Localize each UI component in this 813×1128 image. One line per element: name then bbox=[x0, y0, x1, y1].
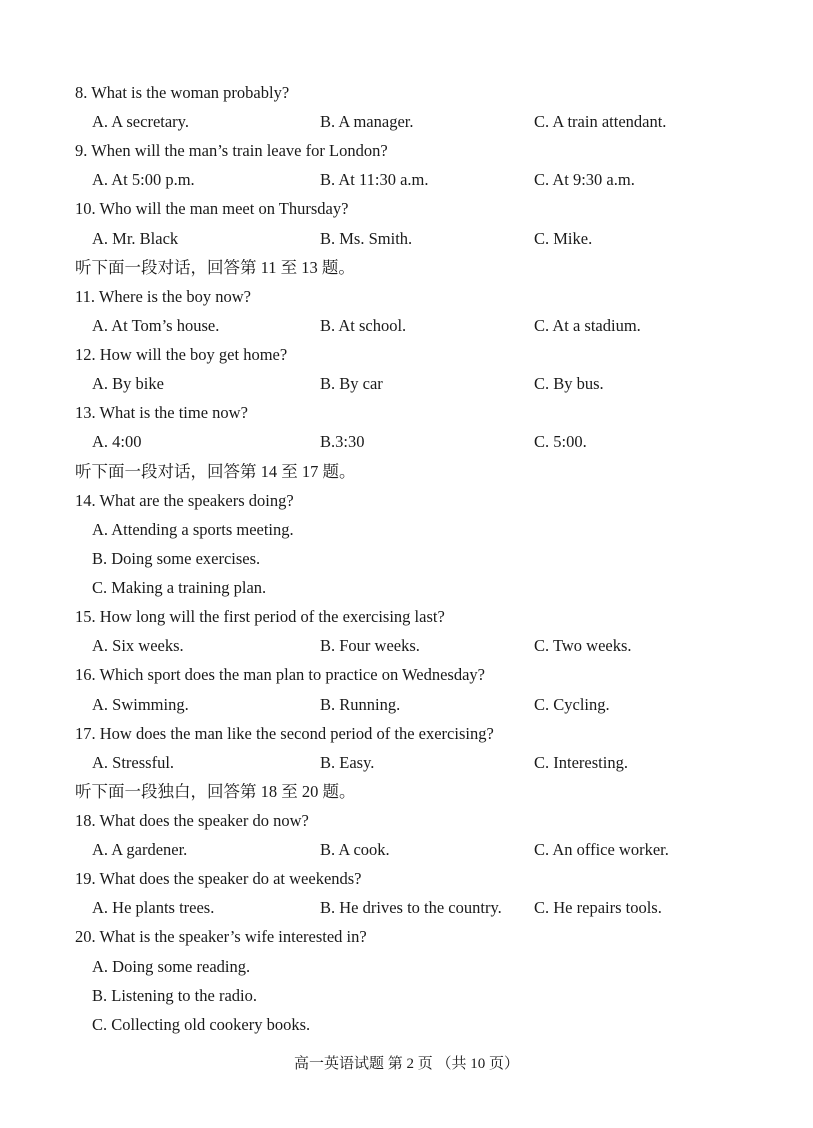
option-b: B.3:30 bbox=[320, 432, 365, 452]
option-b: B. At 11:30 a.m. bbox=[320, 170, 429, 190]
option-a: A. Swimming. bbox=[92, 694, 189, 714]
question-text: 18. What does the speaker do now? bbox=[75, 811, 309, 830]
options-row bbox=[0, 311, 813, 340]
question-text: 19. What does the speaker do at weekends? bbox=[75, 869, 362, 889]
option-c: C. Collecting old cookery books. bbox=[92, 1014, 311, 1034]
options-row bbox=[0, 165, 813, 194]
question-line bbox=[0, 486, 813, 515]
question-text: 20. What is the speaker’s wife interested in? bbox=[75, 927, 367, 947]
option-a: A. Attending a sports meeting. bbox=[92, 519, 294, 539]
option-c: C. Making a training plan. bbox=[92, 578, 267, 598]
option-a: A. At Tom’s house. bbox=[92, 315, 220, 335]
question-text: 9. When will the man’s train leave for London? bbox=[75, 141, 388, 161]
option-a: A. Doing some reading. bbox=[92, 956, 251, 976]
options-row bbox=[0, 835, 813, 864]
options-row bbox=[0, 690, 813, 719]
option-b: B. Ms. Smith. bbox=[320, 228, 413, 248]
question-line bbox=[0, 806, 813, 835]
option-a: A. Mr. Black bbox=[92, 228, 179, 248]
option-c: C. He repairs tools. bbox=[534, 898, 662, 918]
option-c: C. Interesting. bbox=[534, 752, 628, 772]
question-line bbox=[0, 398, 813, 427]
question-text: 15. How long will the first period of the exercising last? bbox=[75, 607, 445, 627]
options-row bbox=[0, 544, 813, 573]
option-c: C. Two weeks. bbox=[534, 636, 632, 656]
question-line bbox=[0, 660, 813, 689]
option-b: B. Doing some exercises. bbox=[92, 548, 261, 568]
option-c: C. Mike. bbox=[534, 228, 593, 248]
section-instruction bbox=[0, 777, 813, 806]
question-line bbox=[0, 282, 813, 311]
option-a: A. Six weeks. bbox=[92, 636, 184, 656]
question-line bbox=[0, 602, 813, 631]
question-text: 13. What is the time now? bbox=[75, 403, 248, 423]
option-c: C. An office worker. bbox=[534, 840, 669, 860]
question-text: 12. How will the boy get home? bbox=[75, 345, 288, 365]
option-a: A. Stressful. bbox=[92, 752, 175, 772]
option-c: C. A train attendant. bbox=[534, 112, 667, 132]
option-a: A. By bike bbox=[92, 374, 164, 394]
option-b: B. Running. bbox=[320, 694, 401, 714]
question-text: 10. Who will the man meet on Thursday? bbox=[75, 199, 349, 219]
question-line bbox=[0, 922, 813, 951]
option-c: C. 5:00. bbox=[534, 432, 587, 452]
option-c: C. At 9:30 a.m. bbox=[534, 170, 635, 190]
option-b: B. At school. bbox=[320, 315, 407, 335]
question-line bbox=[0, 194, 813, 223]
section-instruction bbox=[0, 253, 813, 282]
option-a: A. A gardener. bbox=[92, 840, 188, 860]
options-row bbox=[0, 573, 813, 602]
option-a: A. A secretary. bbox=[92, 112, 189, 132]
question-line bbox=[0, 78, 813, 107]
option-b: B. He drives to the country. bbox=[320, 898, 502, 918]
options-row bbox=[0, 369, 813, 398]
options-row bbox=[0, 952, 813, 981]
question-line bbox=[0, 719, 813, 748]
section-instruction bbox=[0, 457, 813, 486]
question-text: 16. Which sport does the man plan to practice on Wednesday? bbox=[75, 665, 485, 685]
options-row bbox=[0, 748, 813, 777]
option-c: C. By bus. bbox=[534, 374, 604, 394]
option-c: C. Cycling. bbox=[534, 694, 610, 714]
option-a: A. 4:00 bbox=[92, 432, 142, 452]
options-row bbox=[0, 427, 813, 456]
option-b: B. Four weeks. bbox=[320, 636, 420, 656]
question-line bbox=[0, 340, 813, 369]
option-c: C. At a stadium. bbox=[534, 315, 641, 335]
section-instruction-text: 听下面一段独白，回答第 18 至 20 题。 bbox=[75, 781, 356, 801]
section-instruction-text: 听下面一段对话，回答第 11 至 13 题。 bbox=[75, 257, 355, 277]
options-row bbox=[0, 631, 813, 660]
page-footer: 高一英语试题 第 2 页 （共 10 页） bbox=[293, 1056, 519, 1072]
options-row bbox=[0, 981, 813, 1010]
option-b: B. Easy. bbox=[320, 752, 375, 772]
option-b: B. By car bbox=[320, 374, 383, 394]
option-b: B. A cook. bbox=[320, 840, 390, 860]
option-a: A. At 5:00 p.m. bbox=[92, 170, 195, 190]
options-row bbox=[0, 893, 813, 922]
options-row bbox=[0, 515, 813, 544]
option-b: B. Listening to the radio. bbox=[92, 985, 257, 1005]
options-row bbox=[0, 224, 813, 253]
question-text: 17. How does the man like the second period of the exercising? bbox=[75, 723, 494, 743]
question-line bbox=[0, 864, 813, 893]
question-line bbox=[0, 136, 813, 165]
option-a: A. He plants trees. bbox=[92, 898, 215, 918]
section-instruction-text: 听下面一段对话，回答第 14 至 17 题。 bbox=[75, 461, 356, 481]
option-b: B. A manager. bbox=[320, 112, 414, 132]
question-text: 11. Where is the boy now? bbox=[75, 286, 251, 306]
options-row bbox=[0, 107, 813, 136]
options-row bbox=[0, 1010, 813, 1039]
question-text: 14. What are the speakers doing? bbox=[75, 490, 294, 510]
question-text: 8. What is the woman probably? bbox=[75, 83, 290, 102]
